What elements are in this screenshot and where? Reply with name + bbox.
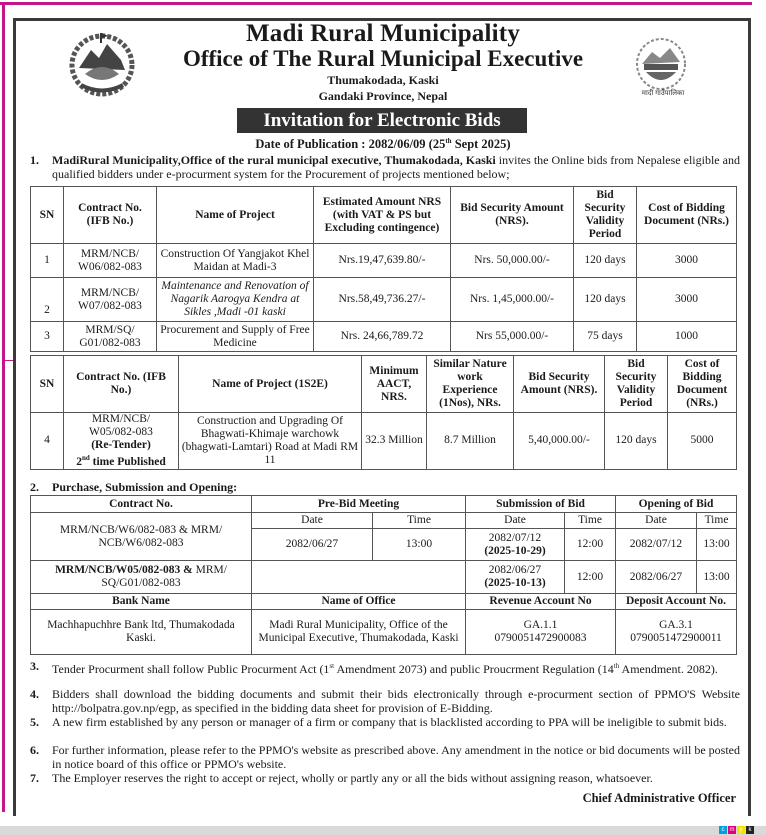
col-header-estimate: Estimated Amount NRS (with VAT & PS but Excluding contingence) [314,187,451,244]
col-header-validity: Bid Security Validity Period [605,356,668,413]
note-4 [30,687,740,715]
col-header-bank: Bank Name [31,594,252,610]
cell-cost: 3000 [637,244,737,278]
cell-sn: 3 [31,322,64,352]
cell-validity: 75 days [574,322,637,352]
sub-date-ad: (2025-10-13) [484,577,546,589]
note-number: 6. [30,743,39,757]
publication-date-suffix: Sept 2025) [451,137,511,152]
revenue-code: GA.1.1 [523,619,558,631]
col-header-project: Name of Project [157,187,314,244]
col-header-security: Bid Security Amount (NRS). [451,187,574,244]
cell-sub-time: 12:00 [565,561,616,594]
cell-cost: 3000 [637,278,737,322]
cell-contract [31,561,252,594]
cell-sub-time: 12:00 [565,529,616,561]
cell-deposit [616,610,737,655]
cmyk-registration-marks [719,826,754,834]
cell-revenue [466,610,616,655]
cell-sn: 1 [31,244,64,278]
cell-contract [64,413,179,470]
page-bottom-strip [0,826,766,835]
col-header-revenue: Revenue Account No [466,594,616,610]
cell-open-date: 2082/06/27 [616,561,697,594]
subheader-time: Time [373,513,466,529]
col-header-prebid: Pre-Bid Meeting [252,496,466,513]
note-5 [30,715,740,729]
note-text: For further information, please refer to the PPMO's website as prescribed above. Any amendment in the notice or bid documents will be posted in notice board of this office or PPMO's website. [52,743,740,771]
cell-office: Madi Rural Municipality, Office of the Municipal Executive, Thumakodada, Kaski [252,610,466,655]
note-sup: th [613,662,620,670]
note-text: Bidders shall download the bidding documents and submit their bids electronically through e-procurment section of PPMO'S Website http://bolpatra.gov.np/egp, as specified in the bidding data sheet for provision of E-Bidding. [52,687,740,715]
cell-project: Procurement and Supply of Free Medicine [157,322,314,352]
note-text: The Employer reserves the right to accept or reject, wholly or partly any or all the bids without assigning reason, whatsoever. [52,771,653,785]
cell-project: Construction and Upgrading Of Bhagwati-Khimaje warchowk (bhagwati-Lamtari) Road at Madi RM 11 [179,413,362,470]
col-header-sn: SN [31,187,64,244]
municipality-title: Madi Rural Municipality [245,20,521,47]
retender-label: (Re-Tender) [91,439,151,451]
schedule-table [30,495,737,655]
cell-validity: 120 days [574,244,637,278]
publish-count-num: 2 [76,455,82,468]
note-6 [30,743,740,771]
cell-contract: MRM/NCB/ W06/082-083 [64,244,157,278]
table-row [31,610,737,655]
subheader-date: Date [466,513,565,529]
cyan-mark: c [719,826,727,834]
cell-sn: 2 [31,278,64,322]
magenta-mark: m [729,827,735,833]
note-number: 5. [30,715,39,729]
cell-project: Construction Of Yangjakot Khel Maidan at Madi-3 [157,244,314,278]
section-number: 2. [30,480,39,494]
contract-bold: MRM/NCB/W05/082-083 & [55,564,193,576]
col-header-deposit: Deposit Account No. [616,594,737,610]
table-row [31,322,737,352]
cell-estimate: Nrs.58,49,736.27/- [314,278,451,322]
cell-sn: 4 [31,413,64,470]
subheader-time: Time [697,513,737,529]
cell-open-time: 13:00 [697,561,737,594]
cell-security: Nrs. 1,45,000.00/- [451,278,574,322]
col-header-cost: Cost of Bidding Document (NRs.) [668,356,737,413]
note-number: 4. [30,687,39,701]
page-frame-top-accent [0,2,752,5]
cell-prebid-time: 13:00 [373,529,466,561]
col-header-aact: Minimum AACT, NRS. [362,356,427,413]
col-header-sn: SN [31,356,64,413]
deposit-code: GA.3.1 [659,619,693,631]
col-header-project: Name of Project (1S2E) [179,356,362,413]
cell-project: Maintenance and Renovation of Nagarik Aarogya Kendra at Sikles ,Madi -01 kaski [157,278,314,322]
contract-line: MRM/NCB/ [91,413,151,425]
cell-estimate: Nrs.19,47,639.80/- [314,244,451,278]
publication-date [0,137,766,152]
cell-bank: Machhapuchhre Bank ltd, Thumakodada Kaski. [31,610,252,655]
note-text: Tender Procurment shall follow Public Procurment Act (1 [52,662,330,676]
cell-sub-date [466,529,565,561]
col-header-security: Bid Security Amount (NRS). [514,356,605,413]
col-header-contract: Contract No. [31,496,252,513]
note-number: 3. [30,659,39,673]
cell-contract: MRM/NCB/W6/082-083 & MRM/ NCB/W6/082-083 [31,513,252,561]
page-frame-left-accent [2,2,5,812]
publication-date-sup: th [445,137,452,145]
subheader-time: Time [565,513,616,529]
col-header-submission: Submission of Bid [466,496,616,513]
table-row [31,413,737,470]
sub-date-ad: (2025-10-29) [484,544,546,557]
table-row [31,561,737,594]
cell-cost: 5000 [668,413,737,470]
col-header-contract: Contract No. (IFB No.) [64,356,179,413]
contract-line: W05/082-083 [89,426,153,438]
col-header-office: Name of Office [252,594,466,610]
col-header-validity: Bid Security Validity Period [574,187,637,244]
section-number: 1. [30,153,39,167]
cell-open-date: 2082/07/12 [616,529,697,561]
cell-sub-date [466,561,565,594]
subheader-date: Date [252,513,373,529]
note-sup: st [329,662,335,670]
yellow-mark: y [737,826,745,834]
publish-count-sup: nd [81,454,90,462]
note-text: A new firm established by any person or manager of a firm or company that is blacklisted according to PPA will be ineligible to submit bids. [52,715,727,729]
col-header-contract: Contract No. (IFB No.) [64,187,157,244]
publish-count-text: time Published [89,455,166,468]
note-text: Amendment. 2082). [619,662,718,676]
section-1-bold-text: MadiRural Municipality,Office of the rural municipal executive, Thumakodada, Kaski [52,153,496,167]
cell-open-time: 13:00 [697,529,737,561]
table-row [31,278,737,322]
cell-validity: 120 days [574,278,637,322]
cell-validity: 120 days [605,413,668,470]
cell-security: Nrs. 50,000.00/- [451,244,574,278]
cell-security: 5,40,000.00/- [514,413,605,470]
section-2-title: Purchase, Submission and Opening: [52,480,238,494]
cell-contract: MRM/NCB/ W07/082-083 [64,278,157,322]
retender-table [30,355,737,470]
note-7 [30,771,740,785]
address-line-2: Gandaki Province, Nepal [318,89,448,103]
note-text: Amendment 2073) and public Proucrment Regulation (14 [334,662,614,676]
black-mark: k [746,826,754,834]
cell-security: Nrs 55,000.00/- [451,322,574,352]
cell-aact: 32.3 Million [362,413,427,470]
sub-date-bs: 2082/06/27 [488,564,542,576]
section-2-heading [30,480,740,494]
office-title: Office of The Rural Municipal Executive [182,46,584,71]
note-3 [30,659,740,676]
deposit-account-number: 0790051472900011 [630,632,722,644]
publication-date-prefix: Date of Publication : 2082/06/09 (25 [255,137,446,152]
subheader-date: Date [616,513,697,529]
table-row [31,513,737,529]
logo-caption: मादी गाउँपालिका [641,89,685,97]
section-1-text: invites the Online bids from Nepalese eligible and qualified bidders under e-procurment system for the Procurement of projects mentioned below; [52,153,740,181]
cell-contract: MRM/SQ/ G01/082-083 [64,322,157,352]
note-number: 7. [30,771,39,785]
revenue-account-number: 0790051472900083 [494,632,587,644]
table-row [31,244,737,278]
sub-date-bs: 2082/07/12 [488,531,542,544]
cell-cost: 1000 [637,322,737,352]
projects-table [30,186,737,352]
col-header-cost: Cost of Bidding Document (NRs.) [637,187,737,244]
address-line-1: Thumakodada, Kaski [327,73,439,87]
publish-count [66,452,176,469]
contract-rest: MRM/ SQ/G01/082-083 [101,564,227,589]
notice-banner: Invitation for Electronic Bids [237,108,527,133]
col-header-experience: Similar Nature work Experience (1Nos), NRs. [427,356,514,413]
cell-prebid-date: 2082/06/27 [252,529,373,561]
cell-prebid-empty [252,561,466,594]
col-header-opening: Opening of Bid [616,496,737,513]
signatory: Chief Administrative Officer [582,791,736,805]
cell-experience: 8.7 Million [427,413,514,470]
cell-estimate: Nrs. 24,66,789.72 [314,322,451,352]
section-1-intro [30,153,740,181]
